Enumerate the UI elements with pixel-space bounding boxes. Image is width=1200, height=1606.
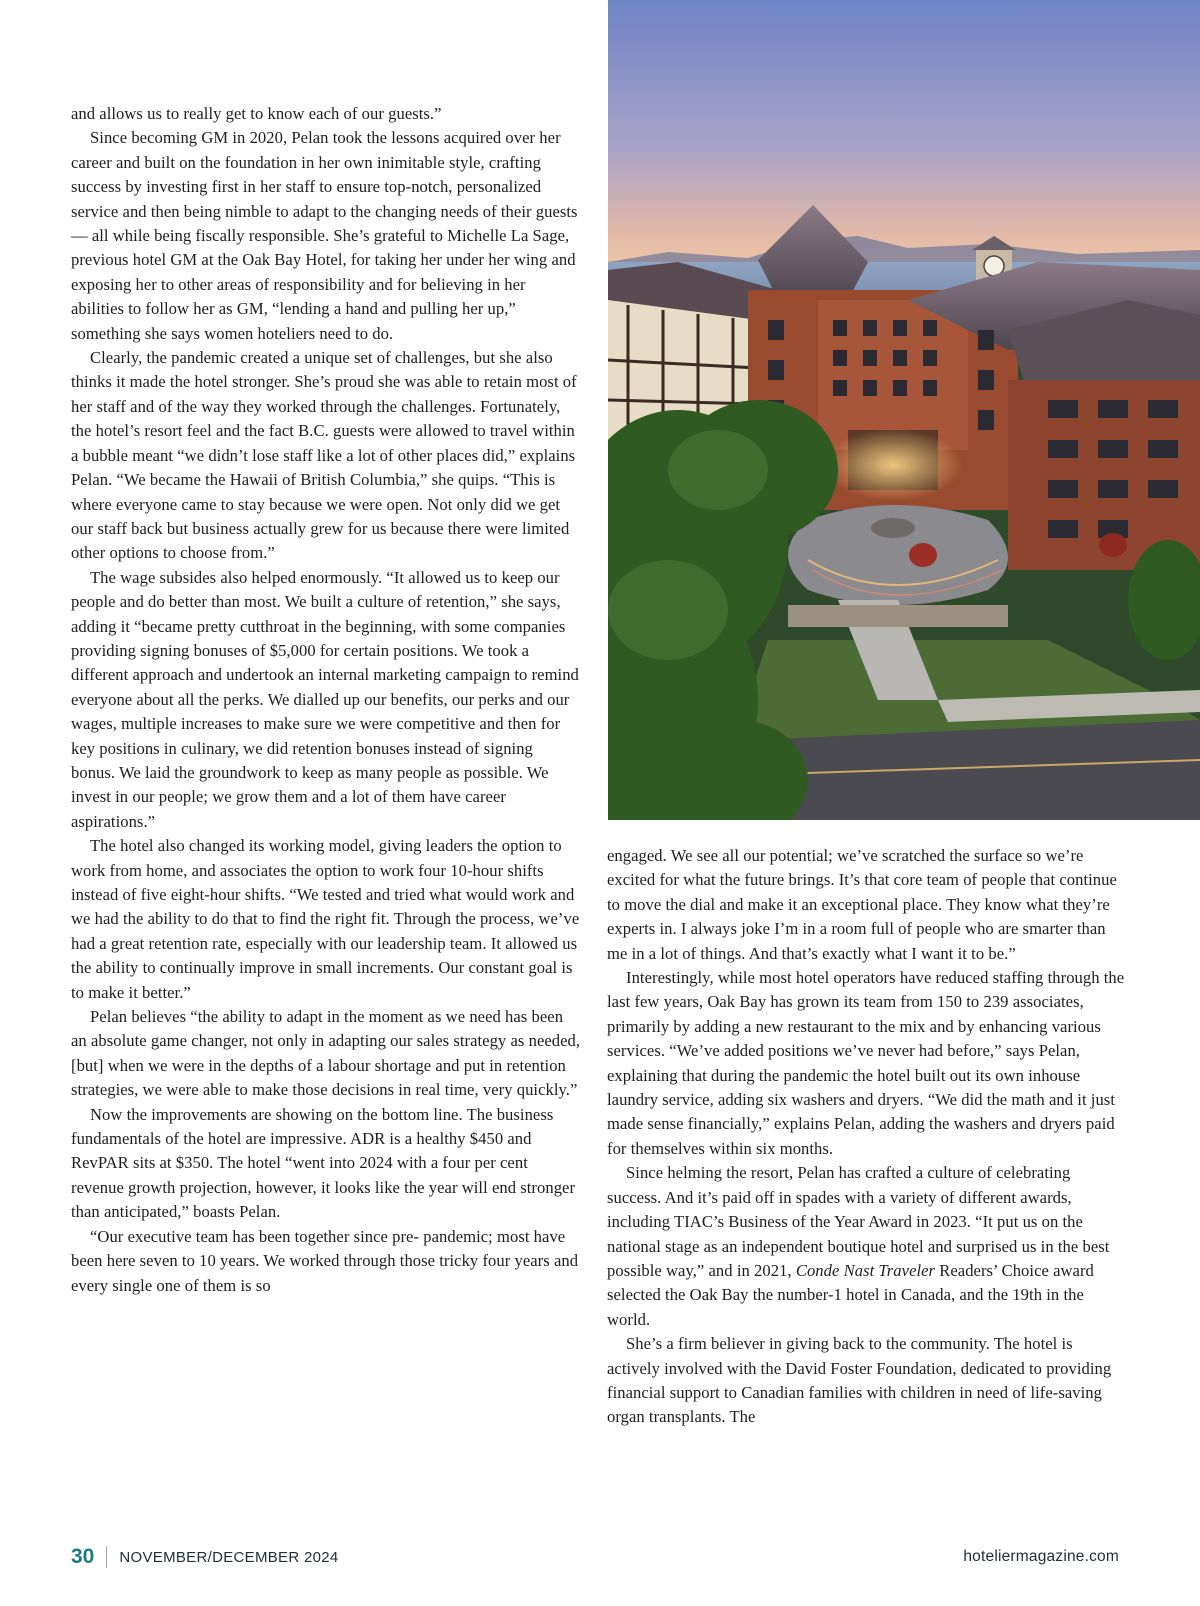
page-number: 30 [71, 1545, 95, 1568]
paragraph: Now the improvements are showing on the bottom line. The business fundamentals of the hotel are impressive. ADR is a healthy $450 and RevPAR sits at $350. The hotel “went into 2024 with a four per cent revenue growth projection, however, it looks like the year will end stronger than anticipated,” boasts Pelan. [71, 1104, 576, 1222]
paragraph: The hotel also changed its working model, giving leaders the option to work from home, and associates the option to work four 10-hour shifts instead of five eight-hour shifts. “We tested and tried what would work and we had the ability to do that to find the right fit. Through the process, we’ve had a great retention rate, especially with our leadership team. It allowed us the ability to continually improve in small increments. Our constant goal is to make it better.” [71, 836, 580, 1002]
paragraph: Interestingly, while most hotel operators have reduced staffing through the last few years, Oak Bay has grown its team from 150 to 239 associates, primarily by adding a new restaurant to the mix and by enhancing various services. “We’ve added positions we’ve never had before,” says Pelan, explaining that during the pandemic the hotel built out its own inhouse laundry service, adding six washers and dryers. “We did the math and it just made sense financially,” explains Pelan, adding the washers and dryers paid for themselves within six months. [607, 968, 1125, 1158]
hotel-aerial-photo [608, 0, 1200, 820]
paragraph-text: Since helming the resort, Pelan has crafted a culture of celebrating success. And it’s paid off in spades with a variety of different awards, including TIAC’s Business of the Year Award in 2023. “It put us on the national stage as an independent boutique hotel and surprised us in the best possible way,” and in 2021, [607, 1163, 1110, 1280]
paragraph: The wage subsides also helped enormously. “It allowed us to keep our people and do better than most. We built a culture of retention,” she says, adding it “became pretty cutthroat in the beginning, with some companies providing signing bonuses of $5,000 for certain positions. We took a different approach and undertook an internal marketing campaign to remind everyone about all the perks. We dialled up our benefits, our perks and our wages, multiple increases to make sure we were competitive and then for key positions in culinary, we did retention bonuses instead of signing bonus. We laid the groundwork to keep as many people as possible. We invest in our people; we grow them and a lot of them have career aspirations.” [71, 567, 579, 831]
paragraph [607, 1161, 1127, 1332]
paragraph: “Our executive team has been together since pre- pandemic; most have been here seven to 10 years. We worked through those tricky four years and every single one of them is so [71, 1226, 579, 1295]
article-column-left [71, 102, 581, 1298]
paragraph: and allows us to really get to know each of our guests.” [71, 104, 442, 123]
paragraph: Clearly, the pandemic created a unique set of challenges, but she also thinks it made the hotel stronger. She’s proud she was able to retain most of her staff and of the way they worked through the challenges. Fortunately, the hotel’s resort feel and the fact B.C. guests were allowed to travel within a bubble meant “we didn’t lose staff like a lot of other places did,” explains Pelan. “We became the Hawaii of British Columbia,” she quips. “This is where everyone came to stay because we were open. Not only did we get our staff back but business actually grew for us because there were limited other options to choose from.” [71, 348, 577, 563]
paragraph: Pelan believes “the ability to adapt in the moment as we need has been an absolute game changer, not only in adapting our sales strategy as needed, [but] when we were in the depths of a labour shortage and put in retention strategies, we were able to make those decisions in real time, very quickly.” [71, 1007, 581, 1100]
article-column-right [607, 844, 1127, 1430]
paragraph: engaged. We see all our potential; we’ve scratched the surface so we’re excited for what the future brings. It’s that core team of people that continue to move the dial and make it an exceptional place. They know what they’re experts in. I always joke I’m in a room full of people who are smarter than me in a lot of things. And that’s exactly what I want it to be.” [607, 846, 1117, 963]
paragraph-text: Readers’ Choice award selected the Oak Bay the number-1 hotel in Canada, and the 19th in the world. [607, 1260, 1094, 1329]
paragraph: Since becoming GM in 2020, Pelan took the lessons acquired over her career and built on the foundation in her own inimitable style, crafting success by investing first in her staff to ensure top-notch, personalized service and then being nimble to adapt to the changing needs of their guests — all while being fiscally responsible. She’s grateful to Michelle La Sage, previous hotel GM at the Oak Bay Hotel, for taking her under her wing and exposing her to other areas of responsibility and for believing in her abilities to follow her as GM, “lending a hand and pulling her up,” something she says women hoteliers need to do. [71, 128, 578, 343]
website-link[interactable]: hoteliermagazine.com [963, 1548, 1119, 1565]
paragraph: She’s a firm believer in giving back to the community. The hotel is actively involved with the David Foster Foundation, dedicated to providing financial support to Canadian families with children in need of life-saving organ transplants. The [607, 1334, 1112, 1427]
footer-divider [106, 1546, 107, 1568]
page-footer [71, 1542, 1119, 1572]
publication-title: Conde Nast Traveler [795, 1260, 936, 1280]
issue-date: NOVEMBER/DECEMBER 2024 [119, 1548, 339, 1566]
